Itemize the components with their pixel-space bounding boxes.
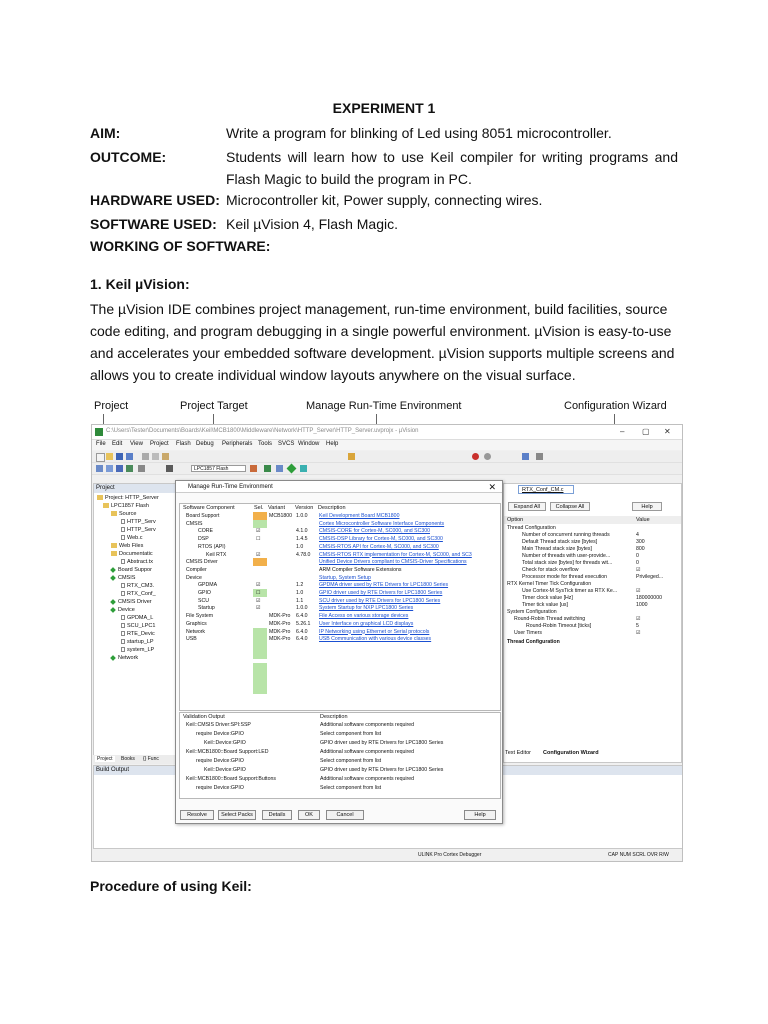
- component-name[interactable]: Graphics: [186, 620, 207, 627]
- component-sel[interactable]: ☑: [256, 551, 261, 558]
- component-version[interactable]: 1.0.0: [296, 605, 308, 612]
- select-packs-icon[interactable]: [276, 465, 283, 472]
- tab-books[interactable]: Books: [121, 756, 135, 762]
- project-icon: [97, 495, 103, 500]
- select-packs-button[interactable]: Select Packs: [218, 810, 256, 820]
- component-version[interactable]: 1.1: [296, 597, 304, 604]
- manage-rte-dialog: [175, 480, 503, 824]
- component-name[interactable]: Startup: [198, 605, 215, 612]
- file-icon: [121, 647, 125, 652]
- component-version[interactable]: 1.4.5: [296, 536, 308, 543]
- config-option[interactable]: Timer clock value [Hz]: [522, 595, 573, 601]
- component-description[interactable]: Unified Device Drivers compliant to CMSIS-Driver Specifications: [319, 559, 467, 566]
- component-name[interactable]: DSP: [198, 536, 209, 543]
- component-version[interactable]: 4.1.0: [296, 528, 308, 535]
- config-option[interactable]: Processor mode for thread execution: [522, 574, 608, 580]
- project-pane: [93, 483, 183, 757]
- translate-icon[interactable]: [96, 465, 103, 472]
- file-icon: [121, 623, 125, 628]
- config-value[interactable]: 800: [636, 546, 645, 552]
- config-value[interactable]: ☑: [636, 567, 641, 573]
- component-name[interactable]: CORE: [198, 528, 213, 535]
- hardware-text: Microcontroller kit, Power supply, connecting wires.: [226, 192, 543, 208]
- ide-menubar: [92, 440, 682, 450]
- component-name[interactable]: RTOS (API): [198, 543, 226, 550]
- component-version[interactable]: 1.0.0: [296, 513, 308, 519]
- config-value[interactable]: 0: [636, 553, 639, 559]
- tree-item[interactable]: CMSIS: [111, 574, 135, 582]
- component-name[interactable]: Device: [186, 574, 202, 581]
- batch-build-icon[interactable]: [138, 465, 145, 472]
- col-validation-desc: Description: [320, 714, 348, 720]
- component-name[interactable]: USB: [186, 636, 197, 643]
- component-sel[interactable]: ☐: [256, 536, 261, 543]
- validation-item[interactable]: Keil::CMSIS Driver:SPI:SSP: [186, 722, 251, 728]
- status-debugger: ULINK Pro Cortex Debugger: [418, 852, 482, 858]
- tree-item[interactable]: GPDMA_L: [121, 614, 153, 622]
- target-select[interactable]: LPC1857 Flash: [191, 465, 246, 472]
- tab-project[interactable]: Project: [97, 756, 113, 762]
- aim-label: AIM:: [90, 125, 121, 141]
- component-description[interactable]: CMSIS-RTOS RTX implementation for Cortex-M, SC000, and SC3: [319, 551, 472, 558]
- config-wizard-pane: [503, 483, 682, 763]
- validation-description: Select component from list: [320, 785, 382, 791]
- folder-icon: [111, 551, 117, 556]
- component-description[interactable]: Cortex Microcontroller Software Interface Components: [319, 520, 445, 527]
- configure-icon[interactable]: [536, 453, 543, 460]
- uvision-logo-icon: [95, 428, 103, 436]
- config-option[interactable]: Total stack size [bytes] for threads wit...: [522, 560, 613, 566]
- status-flags: CAP NUM SCRL OVR R/W: [608, 852, 669, 858]
- col-variant: Variant: [268, 505, 286, 511]
- ok-button[interactable]: OK: [298, 810, 320, 820]
- caption-target: Project Target: [180, 400, 248, 412]
- component-sel[interactable]: ☑: [256, 528, 261, 535]
- config-group[interactable]: System Configuration: [507, 609, 557, 615]
- target-options-icon[interactable]: [166, 465, 173, 472]
- col-version: Version: [295, 505, 314, 511]
- manage-project-items-icon[interactable]: [264, 465, 271, 472]
- col-validation: Validation Output: [183, 714, 225, 720]
- folder-icon: [111, 543, 117, 548]
- resolve-button[interactable]: Resolve: [180, 810, 214, 820]
- status-bar: [92, 850, 682, 861]
- find-icon[interactable]: [348, 453, 355, 460]
- tree-item[interactable]: system_LP: [121, 646, 154, 654]
- tree-item[interactable]: Abstract.tx: [121, 558, 153, 566]
- component-version[interactable]: 1.0: [296, 543, 304, 550]
- menu-peripherals[interactable]: Peripherals: [222, 441, 253, 447]
- sel-highlight: [253, 663, 267, 694]
- validation-description: GPIO driver used by RTE Drivers for LPC1800 Series: [320, 740, 444, 746]
- options-for-target-icon[interactable]: [250, 465, 257, 472]
- component-description[interactable]: System Startup for NXP LPC1800 Series: [319, 605, 414, 612]
- outcome-text: Students will learn how to use Keil compiler for writing programs and Flash Magic to build the program in PC.: [226, 149, 678, 187]
- component-description[interactable]: GPIO driver used by RTE Drivers for LPC1800 Series: [319, 590, 443, 596]
- component-description[interactable]: USB Communication with various device classes: [319, 636, 432, 643]
- tree-item[interactable]: startup_LP: [121, 638, 154, 646]
- col-sel: Sel.: [254, 505, 264, 511]
- config-option[interactable]: Round-Robin Timeout [ticks]: [526, 623, 592, 629]
- config-footer: Thread Configuration: [507, 639, 560, 645]
- config-option[interactable]: Main Thread stack size [bytes]: [522, 546, 592, 552]
- editor-bottom-tabs: [503, 749, 680, 759]
- config-value[interactable]: 5: [636, 623, 639, 629]
- folder-icon: [111, 511, 117, 516]
- component-variant[interactable]: MCB1800: [269, 513, 293, 519]
- validation-output: [179, 712, 501, 799]
- col-value: Value: [636, 517, 650, 523]
- file-icon: [121, 591, 125, 596]
- component-description[interactable]: Startup, System Setup: [319, 574, 371, 581]
- tree-item[interactable]: Web Files: [111, 542, 143, 550]
- pack-installer-icon[interactable]: [300, 465, 307, 472]
- component-version[interactable]: 1.2: [296, 582, 304, 589]
- tree-item[interactable]: LPC1857 Flash: [103, 502, 149, 510]
- validation-description: Additional software components required: [320, 776, 415, 782]
- manage-rte-icon[interactable]: [287, 464, 297, 474]
- menu-help[interactable]: Help: [326, 441, 339, 447]
- component-description[interactable]: File Access on various storage devices: [319, 613, 409, 620]
- component-grid: [179, 503, 501, 711]
- validation-item[interactable]: Keil::Device:GPIO: [204, 740, 246, 746]
- component-name[interactable]: Board Support: [186, 513, 220, 519]
- working-heading: WORKING OF SOFTWARE:: [90, 238, 271, 254]
- tree-item[interactable]: HTTP_Serv: [121, 526, 156, 534]
- build-icon[interactable]: [106, 465, 113, 472]
- component-variant[interactable]: MDK-Pro: [269, 636, 291, 643]
- component-name[interactable]: CMSIS: [186, 520, 203, 527]
- menu-svcs[interactable]: SVCS: [278, 441, 295, 447]
- validation-item[interactable]: Keil::MCB1800::Board Support:LED: [186, 749, 269, 755]
- ide-screenshot: [91, 424, 683, 862]
- maximize-button[interactable]: ▢: [642, 427, 650, 436]
- col-description: Description: [318, 505, 346, 511]
- software-label: SOFTWARE USED:: [90, 216, 217, 232]
- component-version[interactable]: 6.4.0: [296, 636, 308, 643]
- tree-item[interactable]: Documentatic: [111, 550, 153, 558]
- outcome-label: OUTCOME:: [90, 149, 167, 165]
- component-description[interactable]: ARM Compiler Software Extensions: [319, 566, 402, 573]
- ide-titlebar: [92, 425, 682, 440]
- project-pane-title: Project: [94, 484, 182, 493]
- component-version[interactable]: 1.0: [296, 590, 304, 596]
- component-name[interactable]: Keil RTX: [206, 551, 227, 558]
- tab-text-editor[interactable]: Text Editor: [505, 750, 531, 756]
- ide-toolbar-1: [92, 451, 682, 463]
- component-name[interactable]: Network: [186, 628, 206, 635]
- caption-project: Project: [94, 400, 129, 412]
- menu-flash[interactable]: Flash: [176, 441, 191, 447]
- dialog-close-icon[interactable]: ✕: [488, 482, 496, 492]
- validation-item[interactable]: Keil::Device:GPIO: [204, 767, 246, 773]
- component-description[interactable]: SCU driver used by RTE Drivers for LPC1800 Series: [319, 597, 441, 604]
- aim-text: Write a program for blinking of Led using 8051 microcontroller.: [226, 125, 612, 141]
- cut-icon[interactable]: [142, 453, 149, 460]
- section-heading: 1. Keil µVision:: [90, 276, 190, 292]
- target-icon: [103, 503, 109, 508]
- file-icon: [121, 535, 125, 540]
- validation-description: Additional software components required: [320, 722, 415, 728]
- sel-highlight: [253, 628, 267, 659]
- config-help-button[interactable]: Help: [632, 502, 662, 511]
- sel-highlight: [253, 520, 267, 528]
- open-folder-icon[interactable]: [106, 453, 113, 460]
- tree-item[interactable]: RTX_CM3.: [121, 582, 154, 590]
- validation-item[interactable]: require Device:GPIO: [196, 785, 244, 791]
- tab-configuration-wizard[interactable]: Configuration Wizard: [543, 750, 599, 756]
- component-name[interactable]: Compiler: [186, 566, 207, 573]
- file-icon: [121, 615, 125, 620]
- minimize-button[interactable]: –: [620, 427, 625, 436]
- dialog-help-button[interactable]: Help: [464, 810, 496, 820]
- component-sel[interactable]: ☐: [256, 590, 261, 596]
- component-name[interactable]: CMSIS Driver: [186, 559, 218, 566]
- menu-debug[interactable]: Debug: [196, 441, 214, 447]
- para-line: allows you to create individual window layouts anywhere on the visual surface.: [90, 367, 576, 383]
- details-button[interactable]: Details: [262, 810, 292, 820]
- config-value[interactable]: ☑: [636, 616, 641, 622]
- file-icon: [121, 639, 125, 644]
- component-version[interactable]: 6.4.0: [296, 613, 308, 620]
- rebuild-icon[interactable]: [116, 465, 123, 472]
- page-title: EXPERIMENT 1: [332, 100, 436, 116]
- config-option[interactable]: Use Cortex-M SysTick timer as RTX Ke...: [522, 588, 618, 594]
- breakpoint-icon[interactable]: [484, 453, 491, 460]
- col-component: Software Component: [183, 505, 235, 511]
- tree-item[interactable]: CMSIS Driver: [111, 598, 152, 606]
- validation-item[interactable]: Keil::MCB1800::Board Support:Buttons: [186, 776, 276, 782]
- component-icon: [110, 655, 116, 661]
- window-layout-icon[interactable]: [522, 453, 529, 460]
- save-all-icon[interactable]: [126, 453, 133, 460]
- component-name[interactable]: File System: [186, 613, 214, 620]
- tree-item[interactable]: HTTP_Serv: [121, 518, 156, 526]
- validation-description: GPIO driver used by RTE Drivers for LPC1800 Series: [320, 767, 444, 773]
- tab-functions[interactable]: {} Func: [143, 756, 159, 762]
- menu-view[interactable]: View: [130, 441, 143, 447]
- build-output-title: Build Output: [94, 766, 682, 775]
- file-icon: [121, 527, 125, 532]
- tab-rtx-conf[interactable]: RTX_Conf_CM.c: [518, 485, 574, 494]
- menu-project[interactable]: Project: [150, 441, 169, 447]
- tree-item[interactable]: Network: [111, 654, 138, 662]
- config-option[interactable]: Check for stack overflow: [522, 567, 579, 573]
- tree-item[interactable]: RTE_Devic: [121, 630, 155, 638]
- collapse-all-button[interactable]: Collapse All: [550, 502, 590, 511]
- cancel-button[interactable]: Cancel: [326, 810, 364, 820]
- caption-wizard: Configuration Wizard: [564, 400, 667, 412]
- software-text: Keil µVision 4, Flash Magic.: [226, 216, 398, 232]
- hardware-label: HARDWARE USED:: [90, 192, 220, 208]
- component-icon: [110, 575, 116, 581]
- config-value[interactable]: 1000: [636, 602, 648, 608]
- file-icon: [121, 631, 125, 636]
- col-option: Option: [507, 517, 524, 523]
- debug-start-icon[interactable]: [472, 453, 479, 460]
- component-icon: [110, 567, 116, 573]
- paste-icon[interactable]: [162, 453, 169, 460]
- tree-item[interactable]: Board Suppor: [111, 566, 152, 574]
- config-option[interactable]: Round-Robin Thread switching: [514, 616, 586, 622]
- config-value[interactable]: 300: [636, 539, 645, 545]
- tree-item[interactable]: Project: HTTP_Server: [97, 494, 159, 502]
- project-bottom-tabs: [93, 755, 181, 764]
- config-value[interactable]: ☑: [636, 630, 641, 636]
- config-value[interactable]: ☑: [636, 588, 641, 594]
- new-file-icon[interactable]: [96, 453, 105, 462]
- tree-item[interactable]: RTX_Conf_: [121, 590, 156, 598]
- component-description[interactable]: CMSIS-RTOS API for Cortex-M, SC000, and SC300: [319, 543, 439, 550]
- ide-toolbar-2: [92, 463, 682, 475]
- file-icon: [121, 583, 125, 588]
- close-window-button[interactable]: ✕: [664, 427, 671, 436]
- component-icon: [110, 607, 116, 613]
- config-option[interactable]: Number of threads with user-provide...: [522, 553, 611, 559]
- ide-window-title: C:\Users\Tester\Documents\Boards\Keil\MCB1800\Middleware\Network\HTTP_Server\HTTP_Server.uvprojx - µVision: [106, 428, 419, 434]
- config-value[interactable]: 4: [636, 532, 639, 538]
- file-icon: [121, 559, 125, 564]
- component-variant[interactable]: MDK-Pro: [269, 613, 291, 620]
- para-line: and accelerates your embedded software development. µVision supports multiple screens and: [90, 345, 675, 361]
- validation-item[interactable]: require Device:GPIO: [196, 758, 244, 764]
- para-line: code editing, and program debugging in a single powerful environment. µVision is easy-to-use: [90, 323, 672, 339]
- config-option[interactable]: Default Thread stack size [bytes]: [522, 539, 598, 545]
- component-name[interactable]: GPDMA: [198, 582, 218, 589]
- tree-item[interactable]: Web.c: [121, 534, 143, 542]
- validation-description: Additional software components required: [320, 749, 415, 755]
- tree-item[interactable]: Source: [111, 510, 136, 518]
- config-option[interactable]: User Timers: [514, 630, 542, 636]
- validation-item[interactable]: require Device:GPIO: [196, 731, 244, 737]
- dialog-title: Manage Run-Time Environment: [176, 481, 502, 493]
- config-value[interactable]: 0: [636, 560, 639, 566]
- validation-description: Select component from list: [320, 758, 382, 764]
- config-option[interactable]: Number of concurrent running threads: [522, 532, 610, 538]
- download-icon[interactable]: [126, 465, 133, 472]
- config-option[interactable]: Timer tick value [us]: [522, 602, 568, 608]
- config-value[interactable]: 180000000: [636, 595, 662, 601]
- tree-item[interactable]: Device: [111, 606, 135, 614]
- variant-highlight: [253, 512, 267, 520]
- menu-edit[interactable]: Edit: [112, 441, 123, 447]
- component-description[interactable]: Keil Development Board MCB1800: [319, 513, 400, 519]
- component-version[interactable]: 4.78.0: [296, 551, 311, 558]
- component-sel[interactable]: ☑: [256, 605, 261, 612]
- component-sel[interactable]: ☑: [256, 582, 261, 589]
- config-header: [504, 516, 681, 524]
- caption-runtime: Manage Run-Time Environment: [306, 400, 462, 412]
- component-variant[interactable]: MDK-Pro: [269, 628, 291, 635]
- validation-description: Select component from list: [320, 731, 382, 737]
- save-icon[interactable]: [116, 453, 123, 460]
- expand-all-button[interactable]: Expand All: [508, 502, 546, 511]
- component-name[interactable]: GPIO: [198, 590, 211, 596]
- component-icon: [110, 599, 116, 605]
- component-variant[interactable]: MDK-Pro: [269, 620, 291, 627]
- config-group[interactable]: RTX Kernel Timer Tick Configuration: [507, 581, 592, 587]
- component-description[interactable]: CMSIS-DSP Library for Cortex-M, SC000, and SC300: [319, 536, 443, 543]
- para-line: The µVision IDE combines project management, run-time environment, build facilities, source: [90, 301, 668, 317]
- intro-paragraph: [90, 298, 678, 386]
- component-description[interactable]: CMSIS-CORE for Cortex-M, SC000, and SC300: [319, 528, 430, 535]
- component-description[interactable]: IP Networking using Ethernet or Serial protocols: [319, 628, 430, 635]
- menu-window[interactable]: Window: [298, 441, 320, 447]
- component-sel[interactable]: ☑: [256, 597, 261, 604]
- component-version[interactable]: 6.4.0: [296, 628, 308, 635]
- component-version[interactable]: 5.26.1: [296, 620, 311, 627]
- file-icon: [121, 519, 125, 524]
- menu-tools[interactable]: Tools: [258, 441, 273, 447]
- component-description[interactable]: User Interface on graphical LCD displays: [319, 620, 414, 627]
- component-description[interactable]: GPDMA driver used by RTE Drivers for LPC1800 Series: [319, 582, 449, 589]
- config-value[interactable]: Privileged...: [636, 574, 664, 580]
- config-group[interactable]: Thread Configuration: [507, 525, 556, 531]
- tree-item[interactable]: SCU_LPC1: [121, 622, 155, 630]
- component-name[interactable]: SCU: [198, 597, 209, 604]
- procedure-heading: Procedure of using Keil:: [90, 878, 252, 894]
- menu-file[interactable]: File: [96, 441, 106, 447]
- copy-icon[interactable]: [152, 453, 159, 460]
